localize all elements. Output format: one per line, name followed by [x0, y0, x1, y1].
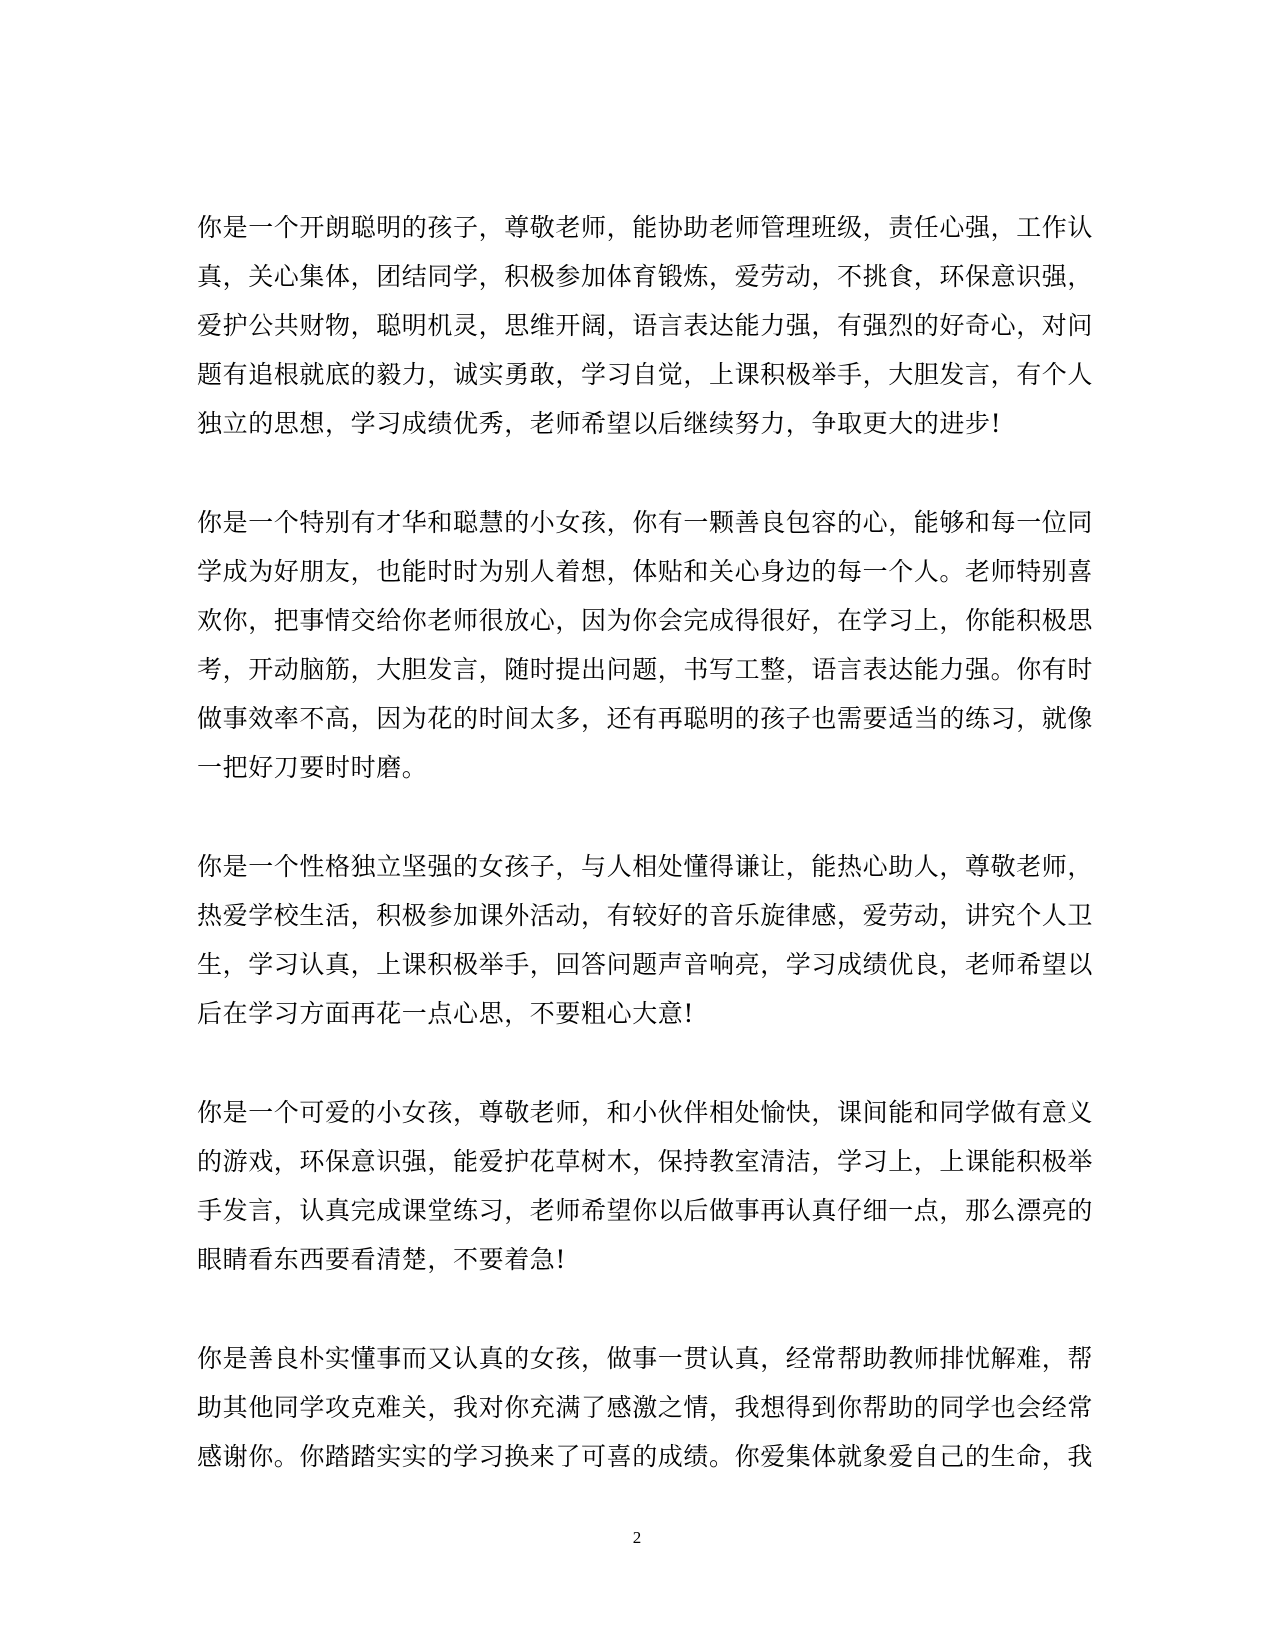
paragraph-line: 你是一个性格独立坚强的女孩子，与人相处懂得谦让，能热心助人，尊敬老师，: [197, 852, 1094, 881]
page-body: [197, 203, 1094, 1531]
paragraph-line: 热爱学校生活，积极参加课外活动，有较好的音乐旋律感，爱劳动，讲究个人卫: [197, 901, 1094, 930]
paragraph-line: 感谢你。你踏踏实实的学习换来了可喜的成绩。你爱集体就象爱自己的生命，我: [197, 1442, 1094, 1471]
page-number: 2: [632, 1528, 642, 1547]
paragraph-line: 真，关心集体，团结同学，积极参加体育锻炼，爱劳动，不挑食，环保意识强，: [197, 262, 1094, 291]
comment-paragraph-3: [197, 842, 1094, 1038]
paragraph-line: 你是一个可爱的小女孩，尊敬老师，和小伙伴相处愉快，课间能和同学做有意义: [197, 1098, 1094, 1127]
paragraph-line: 爱护公共财物，聪明机灵，思维开阔，语言表达能力强，有强烈的好奇心，对问: [197, 311, 1094, 340]
paragraph-line: 题有追根就底的毅力，诚实勇敢，学习自觉，上课积极举手，大胆发言，有个人: [197, 360, 1094, 389]
comment-paragraph-5: [197, 1334, 1094, 1481]
paragraph-line: 考，开动脑筋，大胆发言，随时提出问题，书写工整，语言表达能力强。你有时: [197, 655, 1094, 684]
paragraph-line: 眼睛看东西要看清楚，不要着急!: [197, 1245, 567, 1274]
paragraph-line: 做事效率不高，因为花的时间太多，还有再聪明的孩子也需要适当的练习，就像: [197, 704, 1094, 733]
paragraph-line: 后在学习方面再花一点心思，不要粗心大意!: [197, 999, 695, 1028]
paragraph-line: 欢你，把事情交给你老师很放心，因为你会完成得很好，在学习上，你能积极思: [197, 606, 1094, 635]
paragraph-line: 助其他同学攻克难关，我对你充满了感激之情，我想得到你帮助的同学也会经常: [197, 1393, 1094, 1422]
paragraph-line: 生，学习认真，上课积极举手，回答问题声音响亮，学习成绩优良，老师希望以: [197, 950, 1094, 979]
comment-paragraph-4: [197, 1088, 1094, 1284]
comment-paragraph-2: [197, 498, 1094, 792]
comment-paragraph-1: [197, 203, 1094, 448]
paragraph-line: 的游戏，环保意识强，能爱护花草树木，保持教室清洁，学习上，上课能积极举: [197, 1147, 1094, 1176]
paragraph-line: 手发言，认真完成课堂练习，老师希望你以后做事再认真仔细一点，那么漂亮的: [197, 1196, 1094, 1225]
paragraph-line: 你是一个开朗聪明的孩子，尊敬老师，能协助老师管理班级，责任心强，工作认: [197, 213, 1094, 242]
paragraph-line: 独立的思想，学习成绩优秀，老师希望以后继续努力，争取更大的进步!: [197, 409, 1002, 438]
paragraph-line: 你是善良朴实懂事而又认真的女孩，做事一贯认真，经常帮助教师排忧解难，帮: [197, 1344, 1094, 1373]
paragraph-line: 学成为好朋友，也能时时为别人着想，体贴和关心身边的每一个人。老师特别喜: [197, 557, 1094, 586]
paragraph-line: 你是一个特别有才华和聪慧的小女孩，你有一颗善良包容的心，能够和每一位同: [197, 508, 1094, 537]
paragraph-line: 一把好刀要时时磨。: [197, 753, 428, 782]
